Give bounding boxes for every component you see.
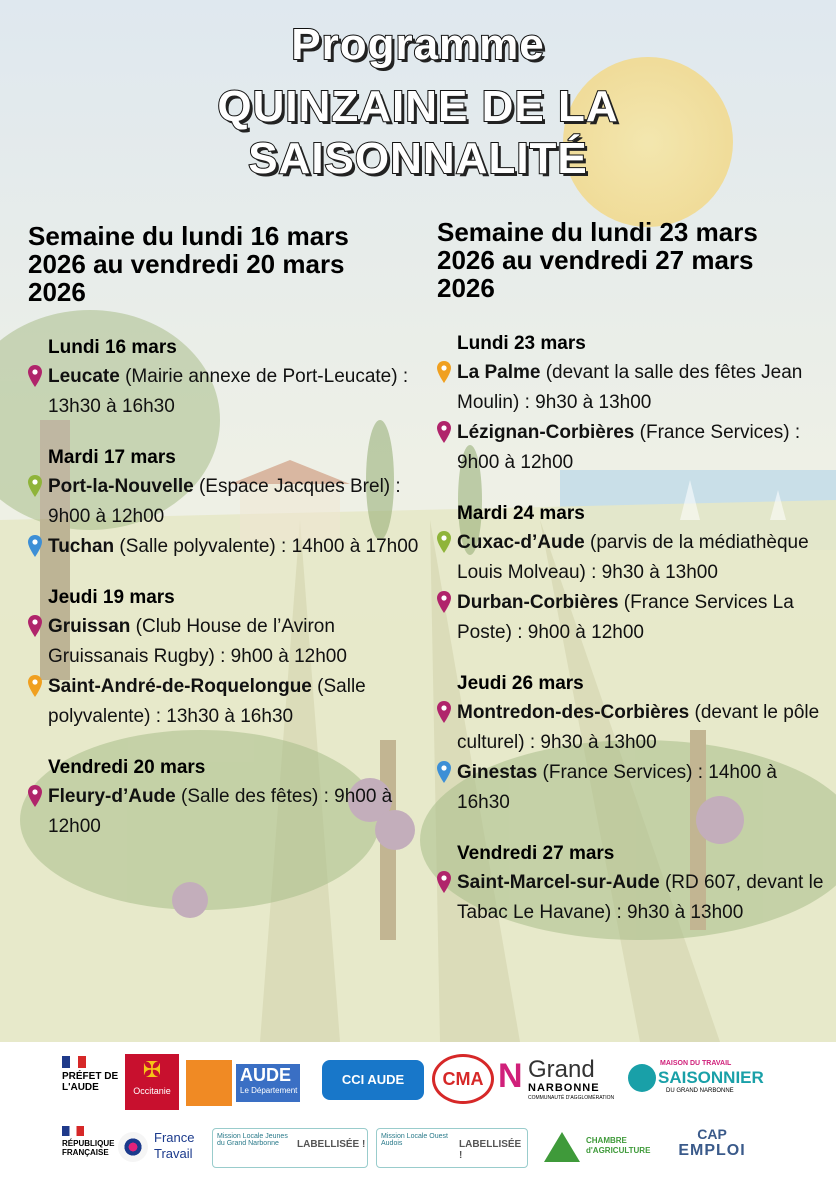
place-details: (Club House de l’Aviron Gruissanais Rugby) : 9h00 à 12h00 [48, 616, 347, 667]
location-pin-icon [437, 761, 451, 783]
day-block [437, 670, 827, 818]
cap-emploi-logo [670, 1126, 754, 1166]
day-block [437, 840, 827, 928]
day-title: Jeudi 19 mars [48, 587, 175, 608]
schedule-entry [437, 358, 827, 418]
schedule-entry [28, 362, 428, 422]
schedule-entry [28, 612, 428, 672]
grand-text: Grand [528, 1056, 595, 1083]
day-block [28, 444, 428, 562]
day-title: Mardi 17 mars [48, 447, 176, 468]
maison-travail-saisonnier-logo [628, 1060, 764, 1100]
cap-text: CAP [697, 1126, 727, 1142]
schedule-entry [28, 782, 428, 842]
week-column-left [28, 222, 428, 864]
location-pin-icon [28, 675, 42, 697]
narbonne-sub-text: COMMUNAUTÉ D'AGGLOMÉRATION [528, 1095, 615, 1101]
week-heading: Semaine du lundi 23 mars 2026 au vendredi 27 mars 2026 [437, 217, 758, 303]
place-name: Port-la-Nouvelle [48, 476, 194, 497]
day-block [437, 330, 827, 478]
occitanie-text: Occitanie [133, 1086, 171, 1096]
ml2-text: Mission Locale Ouest Audois [381, 1133, 448, 1147]
place-details: (Mairie annexe de Port-Leucate) : 13h30 à 16h30 [48, 366, 409, 417]
place-details: (Espace Jacques Brel) : 9h00 à 12h00 [48, 476, 401, 527]
location-pin-icon [437, 531, 451, 553]
place-details: (France Services La Poste) : 9h00 à 12h00 [457, 592, 794, 643]
schedule-entry [437, 528, 827, 588]
day-title: Jeudi 26 mars [457, 673, 584, 694]
place-details: (RD 607, devant le Tabac Le Havane) : 9h30 à 13h00 [457, 872, 824, 923]
day-title: Lundi 16 mars [48, 337, 177, 358]
place-name: Lézignan-Corbières [457, 422, 635, 443]
day-block [28, 754, 428, 842]
day-title: Mardi 24 mars [457, 503, 585, 524]
aude-logo [186, 1060, 300, 1106]
place-details: (devant le pôle culturel) : 9h30 à 13h00 [457, 702, 820, 753]
day-block [28, 584, 428, 732]
title-quinzaine: QUINZAINE DE LA [217, 82, 619, 131]
place-details: (Salle des fêtes) : 9h00 à 12h00 [48, 786, 393, 837]
schedule-entry [28, 672, 428, 732]
schedule-entry [437, 758, 827, 818]
maison-top-text: MAISON DU TRAVAIL [660, 1060, 732, 1067]
place-details: (Salle polyvalente) : 14h00 à 17h00 [114, 536, 419, 557]
maison-sub-text: DU GRAND NARBONNE [666, 1088, 734, 1094]
partner-logos [0, 1042, 836, 1182]
occitanie-logo: ✠ Occitanie [125, 1054, 179, 1110]
aude-sub-text: Le Département [240, 1086, 298, 1095]
title-saisonnalite: SAISONNALITÉ [248, 134, 588, 183]
location-pin-icon [437, 421, 451, 443]
saisonnier-text: SAISONNIER [658, 1068, 764, 1087]
place-name: Tuchan [48, 536, 115, 557]
place-name: Leucate [48, 366, 120, 387]
day-block [437, 500, 827, 648]
place-details: (France Services) : 9h00 à 12h00 [457, 422, 801, 473]
republique-text: RÉPUBLIQUE FRANÇAISE [62, 1139, 115, 1157]
mission-locale-ouest-audois-logo [376, 1128, 528, 1168]
ml1-text: Mission Locale Jeunes du Grand Narbonne [217, 1133, 288, 1147]
schedule-entry [437, 418, 827, 478]
chambre-text: CHAMBRE d'AGRICULTURE [586, 1136, 651, 1155]
location-pin-icon [437, 591, 451, 613]
place-details: (parvis de la médiathèque Louis Molveau) : 9h30 à 13h00 [457, 532, 809, 583]
location-pin-icon [28, 475, 42, 497]
cci-text: CCI AUDE [341, 1072, 405, 1087]
schedule-entry [28, 472, 428, 532]
schedule-entry [437, 698, 827, 758]
emploi-text: EMPLOI [678, 1142, 746, 1159]
day-title: Vendredi 20 mars [48, 757, 206, 778]
mission-locale-grand-narbonne-logo [212, 1128, 368, 1168]
cci-aude-logo [322, 1060, 424, 1100]
labellisee-text: LABELLISÉE ! [297, 1139, 366, 1150]
location-pin-icon [437, 701, 451, 723]
place-name: Ginestas [457, 762, 538, 783]
week-heading: Semaine du lundi 16 mars 2026 au vendredi 20 mars 2026 [28, 221, 349, 307]
schedule-entry [28, 532, 428, 562]
schedule-entry [437, 588, 827, 648]
place-details: (devant la salle des fêtes Jean Moulin) : 9h30 à 13h00 [457, 362, 803, 413]
location-pin-icon [28, 535, 42, 557]
day-block [28, 334, 428, 422]
location-pin-icon [28, 365, 42, 387]
place-name: Fleury-d’Aude [48, 786, 176, 807]
grand-narbonne-logo: N Grand NARBONNE COMMUNAUTÉ D'AGGLOMÉRATION [498, 1056, 615, 1101]
france-travail-logo [118, 1128, 208, 1164]
schedule-entry [437, 868, 827, 928]
prefet-text: PRÉFET DE L'AUDE [62, 1071, 119, 1093]
place-details: (France Services) : 14h00 à 16h30 [457, 762, 777, 813]
day-title: Vendredi 27 mars [457, 843, 615, 864]
cma-text: CMA [442, 1069, 484, 1089]
place-name: La Palme [457, 362, 541, 383]
place-details: (Salle polyvalente) : 13h30 à 16h30 [48, 676, 366, 727]
chambre-agriculture-logo [544, 1130, 654, 1166]
cma-logo [432, 1054, 494, 1104]
republique-logo [62, 1126, 122, 1157]
day-title: Lundi 23 mars [457, 333, 586, 354]
week-column-right [437, 218, 827, 950]
location-pin-icon [28, 615, 42, 637]
aude-text: AUDE [240, 1065, 292, 1085]
travail-text: Travail [154, 1146, 193, 1161]
labellisee-text-2: LABELLISÉE ! [459, 1139, 522, 1161]
location-pin-icon [437, 871, 451, 893]
narbonne-text: NARBONNE [528, 1082, 600, 1094]
place-name: Cuxac-d’Aude [457, 532, 585, 553]
place-name: Durban-Corbières [457, 592, 619, 613]
place-name: Saint-André-de-Roquelongue [48, 676, 312, 697]
france-text: France [154, 1130, 195, 1145]
location-pin-icon [28, 785, 42, 807]
prefet-logo [62, 1056, 122, 1093]
location-pin-icon [437, 361, 451, 383]
place-name: Gruissan [48, 616, 131, 637]
place-name: Montredon-des-Corbières [457, 702, 690, 723]
title-programme: Programme [291, 20, 545, 69]
place-name: Saint-Marcel-sur-Aude [457, 872, 660, 893]
